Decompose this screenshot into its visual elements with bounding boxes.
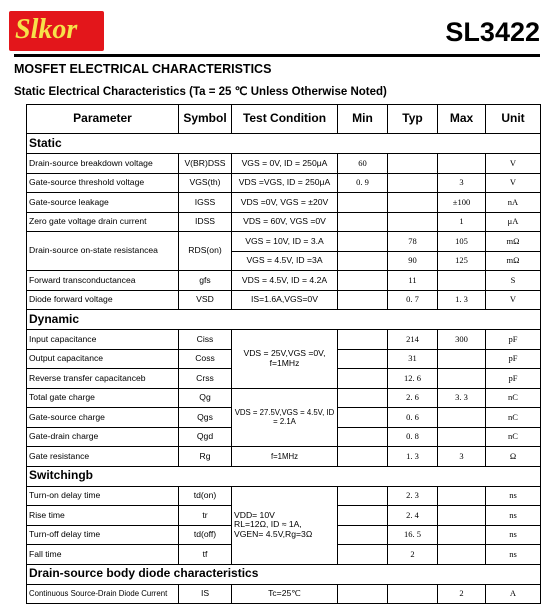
table-row (27, 584, 541, 604)
param-cell: Gate-source leakage (27, 193, 179, 213)
min-cell (338, 388, 388, 408)
unit-cell: A (486, 584, 541, 604)
typ-cell: 2. 6 (388, 388, 438, 408)
section-label: Dynamic (27, 310, 541, 330)
max-cell: 3. 3 (438, 388, 486, 408)
symbol-cell: IS (179, 584, 232, 604)
param-cell: Continuous Source-Drain Diode Current (27, 584, 179, 604)
typ-cell: 0. 8 (388, 427, 438, 447)
symbol-cell: gfs (179, 271, 232, 291)
table-row (27, 154, 541, 174)
param-cell: Gate-drain charge (27, 427, 179, 447)
table-subtitle: Static Electrical Characteristics (Ta = 25 ℃ Unless Otherwise Noted) (14, 86, 387, 98)
brand-logo (9, 11, 104, 51)
condition-cell: VDS = 25V,VGS =0V, f=1MHz (232, 330, 338, 389)
symbol-cell: V(BR)DSS (179, 154, 232, 174)
condition-cell: VGS = 10V, ID = 3.A (232, 232, 338, 252)
condition-cell: VDS = 60V, VGS =0V (232, 212, 338, 232)
max-cell (438, 545, 486, 565)
param-cell: Zero gate voltage drain current (27, 212, 179, 232)
symbol-cell: td(off) (179, 525, 232, 545)
table-row (27, 271, 541, 291)
section-label: Switchingb (27, 466, 541, 486)
max-cell: 2 (438, 584, 486, 604)
typ-cell (388, 154, 438, 174)
max-cell (438, 427, 486, 447)
table-row (27, 447, 541, 467)
part-number: SL3422 (445, 17, 540, 47)
min-cell (338, 212, 388, 232)
param-cell: Fall time (27, 545, 179, 565)
typ-cell: 16. 5 (388, 525, 438, 545)
unit-cell: ns (486, 525, 541, 545)
min-cell (338, 193, 388, 213)
table-header-row (27, 105, 541, 134)
symbol-cell: Qgd (179, 427, 232, 447)
section-label: Static (27, 134, 541, 154)
min-cell (338, 369, 388, 389)
table-row (27, 193, 541, 213)
max-cell (438, 369, 486, 389)
unit-cell: ns (486, 506, 541, 526)
condition-cell: f=1MHz (232, 447, 338, 467)
section-row (27, 564, 541, 584)
min-cell: 60 (338, 154, 388, 174)
table-row (27, 173, 541, 193)
unit-cell: pF (486, 330, 541, 350)
column-header: Unit (486, 105, 541, 134)
unit-cell: nC (486, 388, 541, 408)
unit-cell: nA (486, 193, 541, 213)
min-cell (338, 330, 388, 350)
param-cell: Input capacitance (27, 330, 179, 350)
unit-cell: mΩ (486, 232, 541, 252)
min-cell (338, 408, 388, 428)
typ-cell (388, 212, 438, 232)
min-cell (338, 584, 388, 604)
max-cell (438, 525, 486, 545)
symbol-cell: Qg (179, 388, 232, 408)
max-cell (438, 506, 486, 526)
section-row (27, 134, 541, 154)
table-row (27, 212, 541, 232)
symbol-cell: IGSS (179, 193, 232, 213)
unit-cell: μA (486, 212, 541, 232)
max-cell: 3 (438, 173, 486, 193)
min-cell (338, 525, 388, 545)
condition-cell: VDS =VGS, ID = 250μA (232, 173, 338, 193)
section-title: MOSFET ELECTRICAL CHARACTERISTICS (14, 62, 272, 76)
column-header: Typ (388, 105, 438, 134)
section-row (27, 310, 541, 330)
max-cell (438, 154, 486, 174)
max-cell: 300 (438, 330, 486, 350)
unit-cell: pF (486, 369, 541, 389)
typ-cell: 0. 6 (388, 408, 438, 428)
column-header: Parameter (27, 105, 179, 134)
symbol-cell: Qgs (179, 408, 232, 428)
condition-cell: VGS = 4.5V, ID =3A (232, 251, 338, 271)
section-label: Drain-source body diode characteristics (27, 564, 541, 584)
max-cell (438, 349, 486, 369)
typ-cell: 90 (388, 251, 438, 271)
table-row (27, 290, 541, 310)
param-cell: Drain-source breakdown voltage (27, 154, 179, 174)
symbol-cell: td(on) (179, 486, 232, 506)
param-cell: Drain-source on-state resistancea (27, 232, 179, 271)
unit-cell: pF (486, 349, 541, 369)
symbol-cell: VGS(th) (179, 173, 232, 193)
column-header: Min (338, 105, 388, 134)
symbol-cell: tf (179, 545, 232, 565)
table-row (27, 330, 541, 350)
max-cell: 1 (438, 212, 486, 232)
param-cell: Gate-source threshold voltage (27, 173, 179, 193)
condition-cell: IS=1.6A,VGS=0V (232, 290, 338, 310)
max-cell (438, 408, 486, 428)
unit-cell: Ω (486, 447, 541, 467)
min-cell (338, 232, 388, 252)
param-cell: Gate-source charge (27, 408, 179, 428)
symbol-cell: Crss (179, 369, 232, 389)
param-cell: Rise time (27, 506, 179, 526)
typ-cell: 0. 7 (388, 290, 438, 310)
max-cell: 3 (438, 447, 486, 467)
min-cell: 0. 9 (338, 173, 388, 193)
min-cell (338, 349, 388, 369)
min-cell (338, 427, 388, 447)
unit-cell: nC (486, 427, 541, 447)
param-cell: Forward transconductancea (27, 271, 179, 291)
unit-cell: V (486, 154, 541, 174)
max-cell (438, 486, 486, 506)
min-cell (338, 447, 388, 467)
condition-cell: Tc=25℃ (232, 584, 338, 604)
symbol-cell: tr (179, 506, 232, 526)
param-cell: Turn-off delay time (27, 525, 179, 545)
symbol-cell: Ciss (179, 330, 232, 350)
typ-cell: 11 (388, 271, 438, 291)
characteristics-table (26, 104, 541, 604)
typ-cell: 1. 3 (388, 447, 438, 467)
typ-cell: 12. 6 (388, 369, 438, 389)
typ-cell: 2. 3 (388, 486, 438, 506)
max-cell: 105 (438, 232, 486, 252)
min-cell (338, 251, 388, 271)
symbol-cell: Rg (179, 447, 232, 467)
unit-cell: mΩ (486, 251, 541, 271)
max-cell (438, 271, 486, 291)
unit-cell: V (486, 173, 541, 193)
typ-cell (388, 173, 438, 193)
max-cell: 125 (438, 251, 486, 271)
symbol-cell: RDS(on) (179, 232, 232, 271)
condition-cell: VDS = 27.5V,VGS = 4.5V, ID = 2.1A (232, 388, 338, 447)
unit-cell: V (486, 290, 541, 310)
typ-cell (388, 193, 438, 213)
param-cell: Total gate charge (27, 388, 179, 408)
min-cell (338, 486, 388, 506)
table-row (27, 232, 541, 252)
param-cell: Diode forward voltage (27, 290, 179, 310)
logo-text: Slkor (15, 14, 78, 45)
unit-cell: ns (486, 545, 541, 565)
symbol-cell: VSD (179, 290, 232, 310)
param-cell: Turn-on delay time (27, 486, 179, 506)
param-cell: Gate resistance (27, 447, 179, 467)
column-header: Test Condition (232, 105, 338, 134)
symbol-cell: Coss (179, 349, 232, 369)
unit-cell: ns (486, 486, 541, 506)
min-cell (338, 271, 388, 291)
table-row (27, 486, 541, 506)
typ-cell: 78 (388, 232, 438, 252)
min-cell (338, 290, 388, 310)
min-cell (338, 506, 388, 526)
condition-cell: VDD= 10V RL=12Ω, ID ≈ 1A, VGEN= 4.5V,Rg=3Ω (232, 486, 338, 564)
max-cell: ±100 (438, 193, 486, 213)
section-row (27, 466, 541, 486)
unit-cell: nC (486, 408, 541, 428)
typ-cell: 2. 4 (388, 506, 438, 526)
condition-cell: VDS =0V, VGS = ±20V (232, 193, 338, 213)
condition-cell: VDS = 4.5V, ID = 4.2A (232, 271, 338, 291)
column-header: Max (438, 105, 486, 134)
typ-cell: 31 (388, 349, 438, 369)
min-cell (338, 545, 388, 565)
symbol-cell: IDSS (179, 212, 232, 232)
condition-cell: VGS = 0V, ID = 250μA (232, 154, 338, 174)
header-divider (14, 54, 540, 57)
unit-cell: S (486, 271, 541, 291)
typ-cell: 2 (388, 545, 438, 565)
param-cell: Output capacitance (27, 349, 179, 369)
param-cell: Reverse transfer capacitanceb (27, 369, 179, 389)
table-row (27, 388, 541, 408)
max-cell: 1. 3 (438, 290, 486, 310)
typ-cell: 214 (388, 330, 438, 350)
typ-cell (388, 584, 438, 604)
column-header: Symbol (179, 105, 232, 134)
